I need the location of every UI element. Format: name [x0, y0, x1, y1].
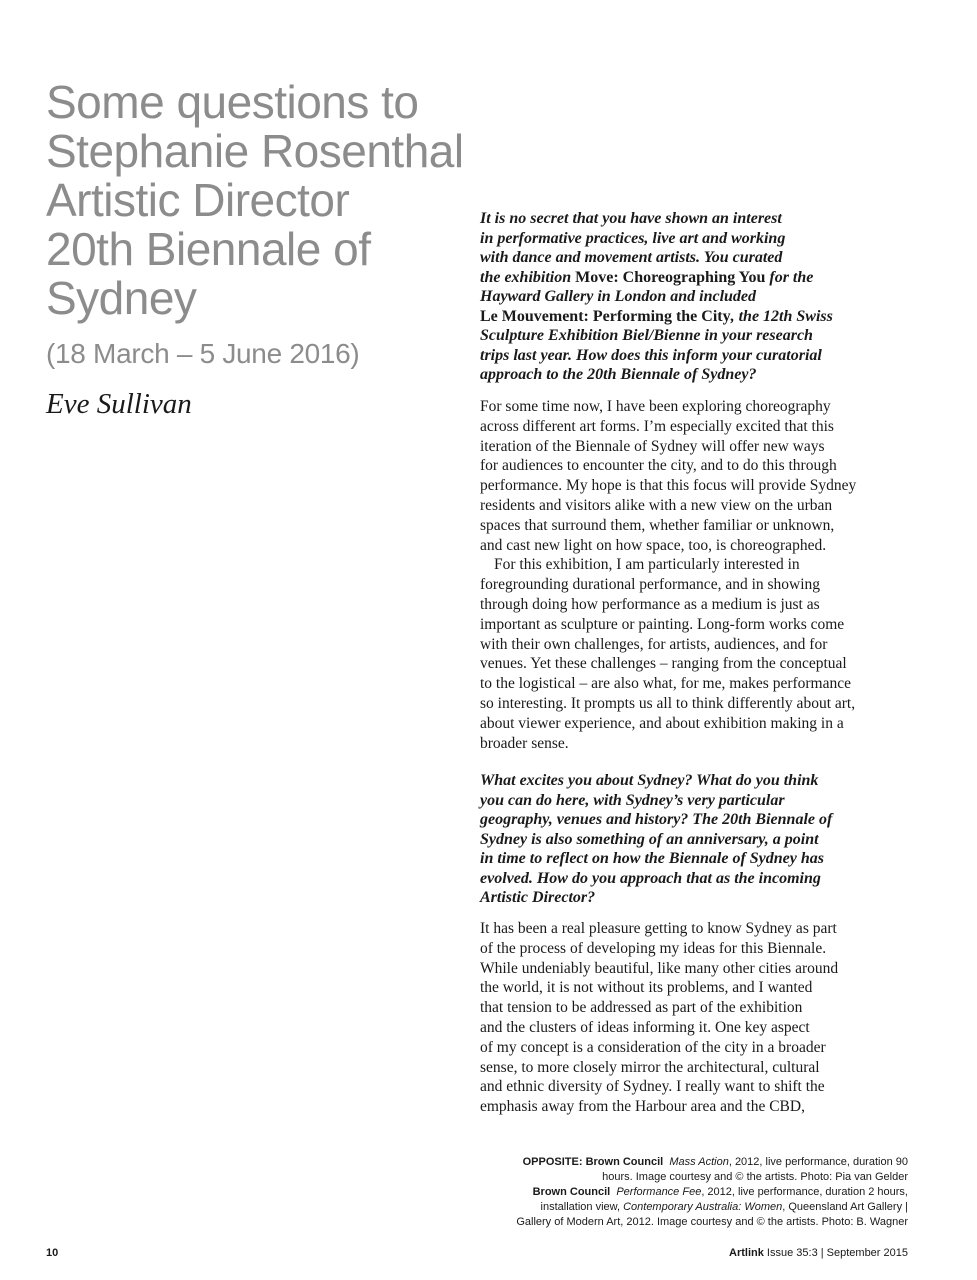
exhibition-title: Contemporary Australia: Women [623, 1201, 783, 1213]
answer-line: foregrounding durational performance, and in showing [480, 576, 821, 594]
page-number: 10 [46, 1247, 59, 1259]
question-line: It is no secret that you have shown an interest [480, 210, 782, 227]
exhibition-title: Move: Choreographing You [575, 268, 766, 286]
answer-line: so interesting. It prompts us all to think differently about art, [480, 694, 856, 712]
answer-line: with their own challenges, for artists, audiences, and for [480, 635, 828, 653]
question-text: for the [765, 268, 814, 286]
question-line: What excites you about Sydney? What do you think [480, 772, 819, 789]
answer-line: of my concept is a consideration of the city in a broader [480, 1038, 826, 1056]
title-line: Artistic Director [46, 174, 350, 226]
caption-text: , 2012, live performance, duration 2 hours, [701, 1186, 908, 1198]
question-line: in time to reflect on how the Biennale of Sydney has [480, 850, 825, 867]
question-line: trips last year. How does this inform your curatorial [480, 346, 822, 364]
question-line: in performative practices, live art and working [480, 229, 786, 247]
caption-text: , 2012, live performance, duration 90 [728, 1156, 908, 1168]
answer-line: across different art forms. I’m especially excited that this [480, 417, 834, 435]
answer-line: emphasis away from the Harbour area and the CBD, [480, 1098, 805, 1116]
question-1 [480, 209, 900, 385]
issue-text: Issue 35:3 | September 2015 [763, 1247, 908, 1259]
question-line: evolved. How do you approach that as the incoming [480, 869, 821, 887]
answer-line: sense, to more closely mirror the architectural, cultural [480, 1058, 820, 1076]
answer-line: and ethnic diversity of Sydney. I really want to shift the [480, 1078, 825, 1096]
artwork-title: Performance Fee [616, 1186, 702, 1198]
title-line: Stephanie Rosenthal [46, 125, 464, 177]
answer-line: It has been a real pleasure getting to know Sydney as part [480, 920, 837, 937]
caption-line: Gallery of Modern Art, 2012. Image courtesy and © the artists. Photo: B. Wagner [516, 1216, 908, 1228]
answer-line: that tension to be addressed as part of the exhibition [480, 999, 803, 1017]
question-line: Sydney is also something of an anniversary, a point [480, 830, 819, 848]
answer-line: venues. Yet these challenges – ranging from the conceptual [480, 655, 847, 673]
answer-line: While undeniably beautiful, like many other cities around [480, 959, 839, 977]
question-line: approach to the 20th Biennale of Sydney? [480, 366, 757, 383]
answer-line: iteration of the Biennale of Sydney will offer new ways [480, 437, 825, 455]
question-line [480, 268, 900, 288]
exhibition-title: Le Mouvement: Performing the City [480, 307, 731, 325]
answer-line: the world, it is not without its problems, and I wanted [480, 979, 813, 997]
answer-line: about viewer experience, and about exhibition making in a [480, 714, 844, 732]
answer-line: important as sculpture or painting. Long-form works come [480, 615, 845, 633]
caption-label: OPPOSITE: Brown Council [522, 1156, 664, 1168]
question-line [480, 307, 900, 327]
magazine-name: Artlink [729, 1247, 764, 1259]
caption-label: Brown Council [532, 1186, 611, 1198]
caption-text: , Queensland Art Gallery | [782, 1201, 908, 1213]
issue-info [729, 1247, 908, 1259]
caption-line [478, 1185, 908, 1200]
question-text: , the 12th Swiss [730, 307, 833, 325]
caption-line: hours. Image courtesy and © the artists. Photo: Pia van Gelder [602, 1171, 908, 1183]
caption-line [478, 1200, 908, 1215]
answer-line: residents and visitors alike with a new view on the urban [480, 496, 833, 514]
caption-line [478, 1155, 908, 1170]
answer-line: performance. My hope is that this focus will provide Sydney [480, 477, 857, 495]
question-line: geography, venues and history? The 20th Biennale of [480, 811, 833, 828]
answer-line: and cast new light on how space, too, is choreographed. [480, 536, 827, 554]
answer-line: to the logistical – are also what, for me, makes performance [480, 675, 852, 693]
answer-line: broader sense. [480, 734, 569, 752]
answer-line: For some time now, I have been exploring choreography [480, 398, 831, 415]
answer-line: For this exhibition, I am particularly interested in [494, 556, 800, 574]
question-2 [480, 771, 900, 908]
artwork-title: Mass Action [669, 1156, 729, 1168]
title-line: Some questions to [46, 76, 419, 128]
caption-text: installation view, [540, 1201, 624, 1213]
article-title [46, 78, 486, 323]
question-text: the exhibition [480, 268, 576, 286]
image-caption [478, 1155, 908, 1230]
author-byline: Eve Sullivan [46, 388, 192, 420]
answer-line: through doing how performance as a medium is just as [480, 595, 820, 613]
answer-1 [480, 397, 900, 753]
answer-line: spaces that surround them, whether familiar or unknown, [480, 516, 835, 534]
answer-line: and the clusters of ideas informing it. One key aspect [480, 1018, 810, 1036]
question-line: Artistic Director? [480, 889, 596, 906]
question-line: with dance and movement artists. You curated [480, 249, 783, 266]
answer-line: for audiences to encounter the city, and to do this through [480, 457, 837, 475]
title-line: 20th Biennale of [46, 223, 371, 275]
title-line: Sydney [46, 272, 197, 324]
answer-2 [480, 919, 900, 1117]
question-line: you can do here, with Sydney’s very particular [480, 791, 785, 809]
question-line: Sculpture Exhibition Biel/Bienne in your research [480, 327, 813, 344]
answer-line: of the process of developing my ideas for this Biennale. [480, 939, 827, 957]
exhibition-dates: (18 March – 5 June 2016) [46, 338, 360, 369]
question-line: Hayward Gallery in London and included [480, 288, 757, 305]
